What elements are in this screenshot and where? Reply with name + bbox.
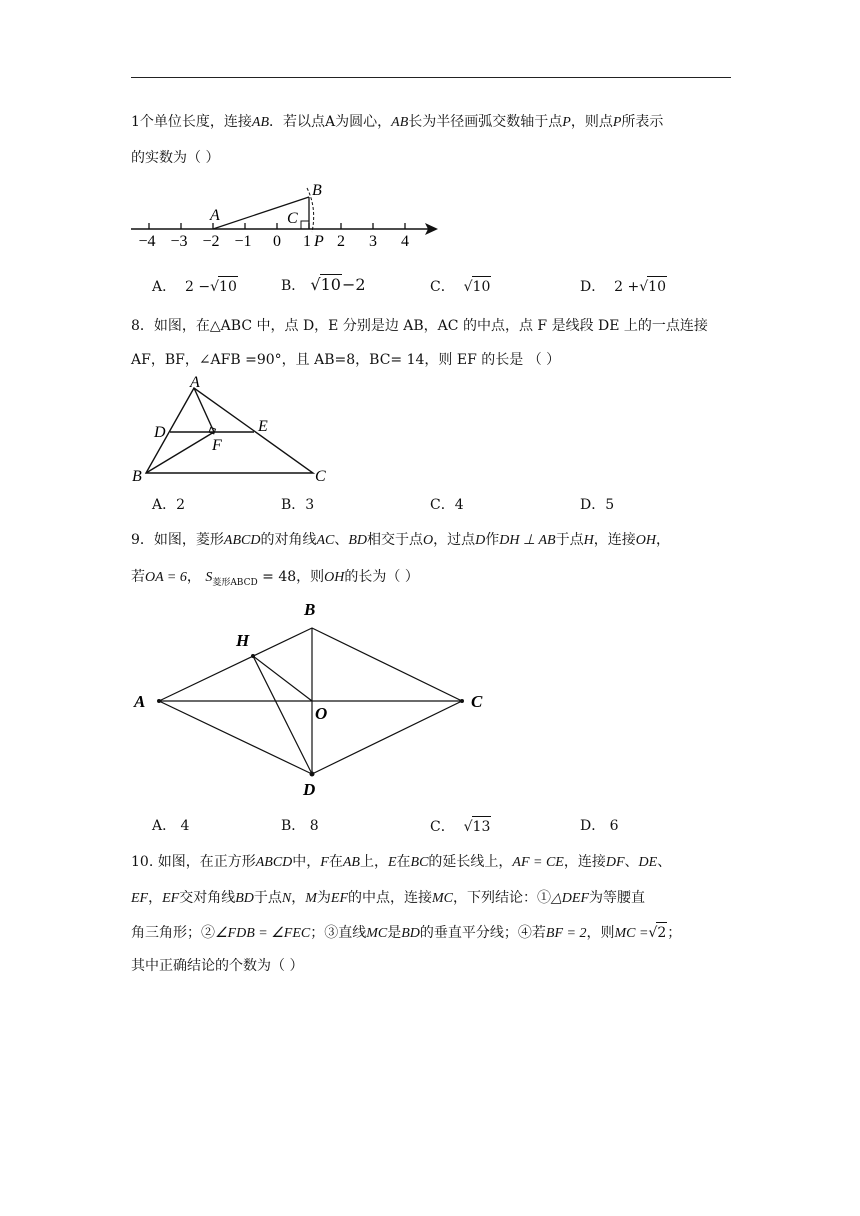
q10-text-line1: 10. 如图，在正方形ABCD中，F在AB上，E在BC的延长线上，AF = CE，连接DF、DE、 xyxy=(131,854,672,870)
q7-tick-label: −4 xyxy=(138,233,156,250)
q8-option-d: D．5 xyxy=(580,497,615,513)
q7-text-line1: 1个单位长度，连接AB．若以点A为圆心，AB长为半径画弧交数轴于点P，则点P所表示 xyxy=(131,114,664,130)
q8-option-b: B．3 xyxy=(281,497,315,513)
q10-text-line3: 角三角形；②∠FDB = ∠FEC；③直线MC是BD的垂直平分线；④若BF = 2，则MC =√2； xyxy=(131,922,681,944)
q9-label-b: B xyxy=(304,600,316,619)
q9-option-d: D． 6 xyxy=(580,818,619,834)
q8-label-c: C xyxy=(315,468,326,485)
q7-tick-label: −3 xyxy=(170,233,188,250)
q7-label-b: B xyxy=(312,182,322,199)
q8-label-a: A xyxy=(190,374,200,391)
q7-option-b: B． √10−2 xyxy=(281,275,366,294)
q7-tick-label: 1 xyxy=(303,233,311,250)
q8-text-line2: AF，BF，∠AFB =90°，且 AB=8，BC= 14，则 EF 的长是 （ ） xyxy=(131,352,561,368)
q8-triangle-figure xyxy=(128,372,338,486)
q10-text-line4: 其中正确结论的个数为（ ） xyxy=(131,958,304,974)
q8-label-f: F xyxy=(212,437,222,454)
q9-label-h: H xyxy=(236,631,250,650)
q7-text-line2: 的实数为（ ） xyxy=(131,150,220,166)
header-rule xyxy=(131,77,731,78)
q7-tick-label: 0 xyxy=(273,233,281,250)
q9-option-a: A． 4 xyxy=(152,818,190,834)
q7-number-line-figure xyxy=(125,176,445,254)
q9-option-c: C． √13 xyxy=(430,816,491,837)
q7-option-d: D． 2 +√10 xyxy=(580,276,667,297)
q9-text-line1: 9．如图，菱形ABCD的对角线AC、BD相交于点O，过点D作DH ⊥ AB于点H，连接OH， xyxy=(131,532,670,548)
q9-label-o: O xyxy=(315,704,328,723)
q9-label-c: C xyxy=(471,692,483,711)
q8-label-d: D xyxy=(154,424,166,441)
q7-label-c: C xyxy=(287,210,298,227)
q7-option-a: A． 2 −√10 xyxy=(152,276,238,297)
q7-tick-label: 2 xyxy=(337,233,345,250)
q9-label-a: A xyxy=(134,692,146,711)
q8-option-c: C．4 xyxy=(430,497,464,513)
q8-label-e: E xyxy=(258,418,268,435)
q7-tick-label: −1 xyxy=(234,233,252,250)
q8-label-b: B xyxy=(132,468,142,485)
q7-label-p: P xyxy=(314,233,324,250)
q8-text-line1: 8．如图，在△ABC 中，点 D，E 分别是边 AB，AC 的中点，点 F 是线段 DE 上的一点连接 xyxy=(131,318,708,334)
q7-tick-label: −2 xyxy=(202,233,220,250)
q10-text-line2: EF，EF交对角线BD于点N，M为EF的中点，连接MC，下列结论：①△DEF为等腰直 xyxy=(131,890,645,906)
q7-label-a: A xyxy=(210,207,220,224)
q7-tick-label: 4 xyxy=(401,233,409,250)
q9-label-d: D xyxy=(303,780,316,799)
q7-tick-label: 3 xyxy=(369,233,377,250)
q9-text-line2: 若OA = 6， $S_{菱形ABCD} = 48$，则OH的长为（ ） xyxy=(131,569,419,588)
q8-option-a: A．2 xyxy=(152,497,186,513)
q9-rhombus-figure xyxy=(128,596,498,802)
q7-option-c: C． √10 xyxy=(430,276,491,297)
q9-option-b: B． 8 xyxy=(281,818,319,834)
